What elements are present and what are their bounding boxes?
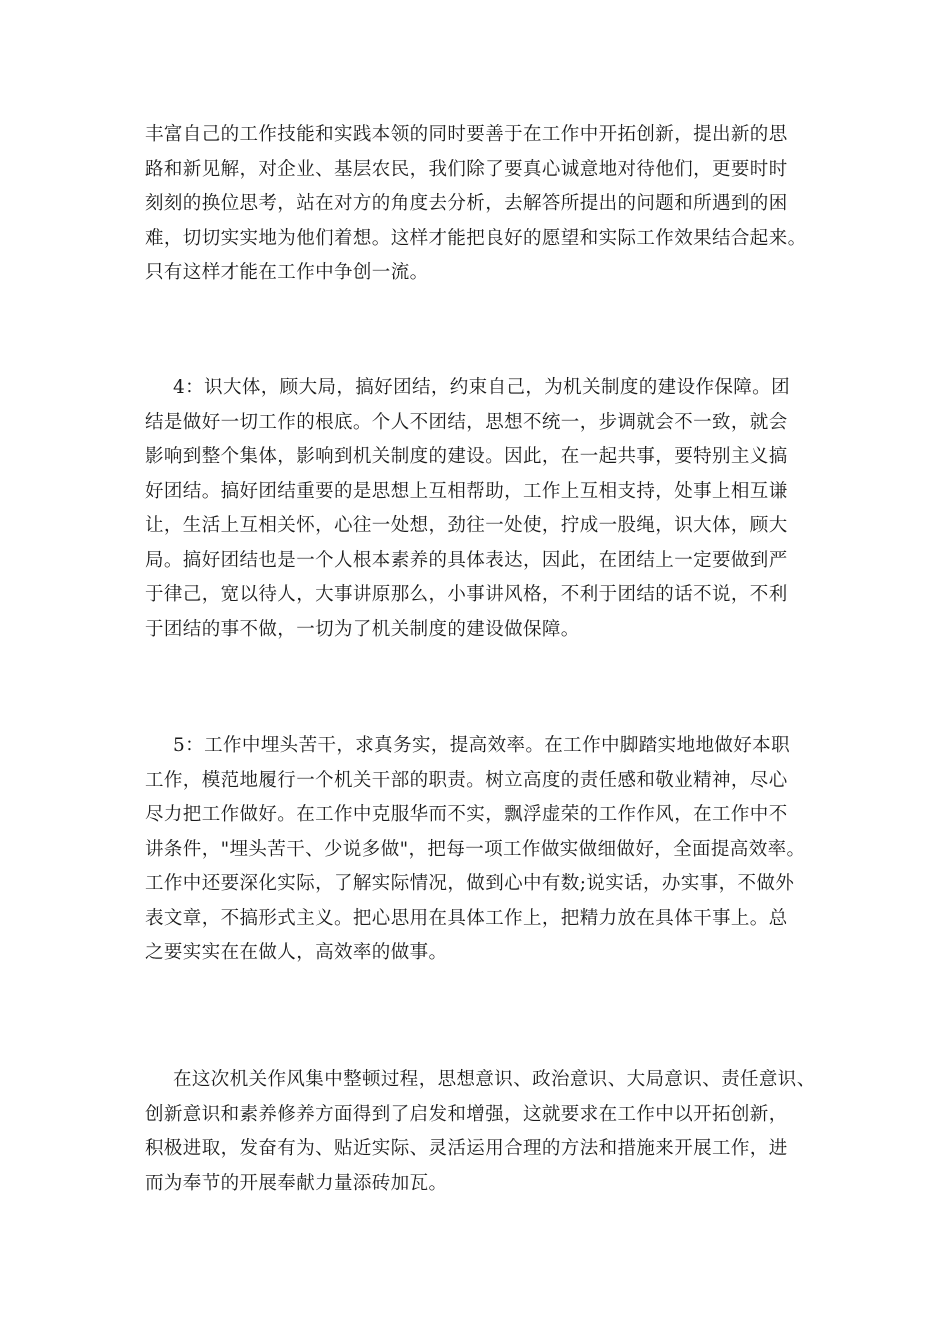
text-line: 让，生活上互相关怀，心往一处想，劲往一处使，拧成一股绳，识大体，顾大 bbox=[145, 515, 788, 536]
text-line: 只有这样才能在工作中争创一流。 bbox=[145, 262, 429, 283]
text-line: 表文章，不搞形式主义。把心思用在具体工作上，把精力放在具体干事上。总 bbox=[145, 907, 788, 929]
text-line: 5：工作中埋头苦干，求真务实，提高效率。在工作中脚踏实地地做好本职 bbox=[173, 735, 790, 756]
text-line: 尽力把工作做好。在工作中克服华而不实，飘浮虚荣的工作作风，在工作中不 bbox=[145, 804, 788, 825]
text-line: 结是做好一切工作的根底。个人不团结，思想不统一，步调就会不一致，就会 bbox=[145, 411, 788, 433]
text-line: 局。搞好团结也是一个人根本素养的具体表达，因此，在团结上一定要做到严 bbox=[145, 549, 788, 571]
text-line: 4：识大体，顾大局，搞好团结，约束自己，为机关制度的建设作保障。团 bbox=[173, 377, 790, 398]
text-line: 工作中还要深化实际，了解实际情况，做到心中有数;说实话，办实事，不做外 bbox=[145, 873, 795, 894]
text-line: 难，切切实实地为他们着想。这样才能把良好的愿望和实际工作效果结合起来。 bbox=[145, 227, 807, 249]
text-line: 在这次机关作风集中整顿过程，思想意识、政治意识、大局意识、责任意识、 bbox=[173, 1069, 816, 1090]
text-line: 而为奉节的开展奉献力量添砖加瓦。 bbox=[145, 1172, 448, 1194]
text-line: 路和新见解，对企业、基层农民，我们除了要真心诚意地对待他们，更要时时 bbox=[145, 158, 788, 180]
text-line: 创新意识和素养修养方面得到了启发和增强，这就要求在工作中以开拓创新， bbox=[145, 1103, 788, 1125]
text-line: 于团结的事不做，一切为了机关制度的建设做保障。 bbox=[145, 618, 580, 640]
text-line: 于律己，宽以待人，大事讲原那么，小事讲风格，不利于团结的话不说，不利 bbox=[145, 584, 788, 605]
text-line: 丰富自己的工作技能和实践本领的同时要善于在工作中开拓创新，提出新的思 bbox=[145, 124, 788, 145]
text-line: 之要实实在在做人，高效率的做事。 bbox=[145, 942, 448, 963]
text-line: 刻刻的换位思考，站在对方的角度去分析，去解答所提出的问题和所遇到的困 bbox=[145, 193, 788, 214]
paragraph-2 bbox=[145, 371, 790, 647]
text-line: 讲条件，"埋头苦干、少说多做"，把每一项工作做实做细做好，全面提高效率。 bbox=[145, 838, 806, 860]
text-line: 积极进取，发奋有为、贴近实际、灵活运用合理的方法和措施来开展工作，进 bbox=[145, 1138, 788, 1159]
text-line: 好团结。搞好团结重要的是思想上互相帮助，工作上互相支持，处事上相互谦 bbox=[145, 480, 788, 502]
text-line: 影响到整个集体，影响到机关制度的建设。因此，在一起共事，要特别主义搞 bbox=[145, 446, 788, 467]
text-line: 工作，模范地履行一个机关干部的职责。树立高度的责任感和敬业精神，尽心 bbox=[145, 769, 788, 791]
paragraph-4 bbox=[145, 1063, 816, 1201]
paragraph-3 bbox=[145, 729, 805, 971]
paragraph-1 bbox=[145, 118, 807, 291]
